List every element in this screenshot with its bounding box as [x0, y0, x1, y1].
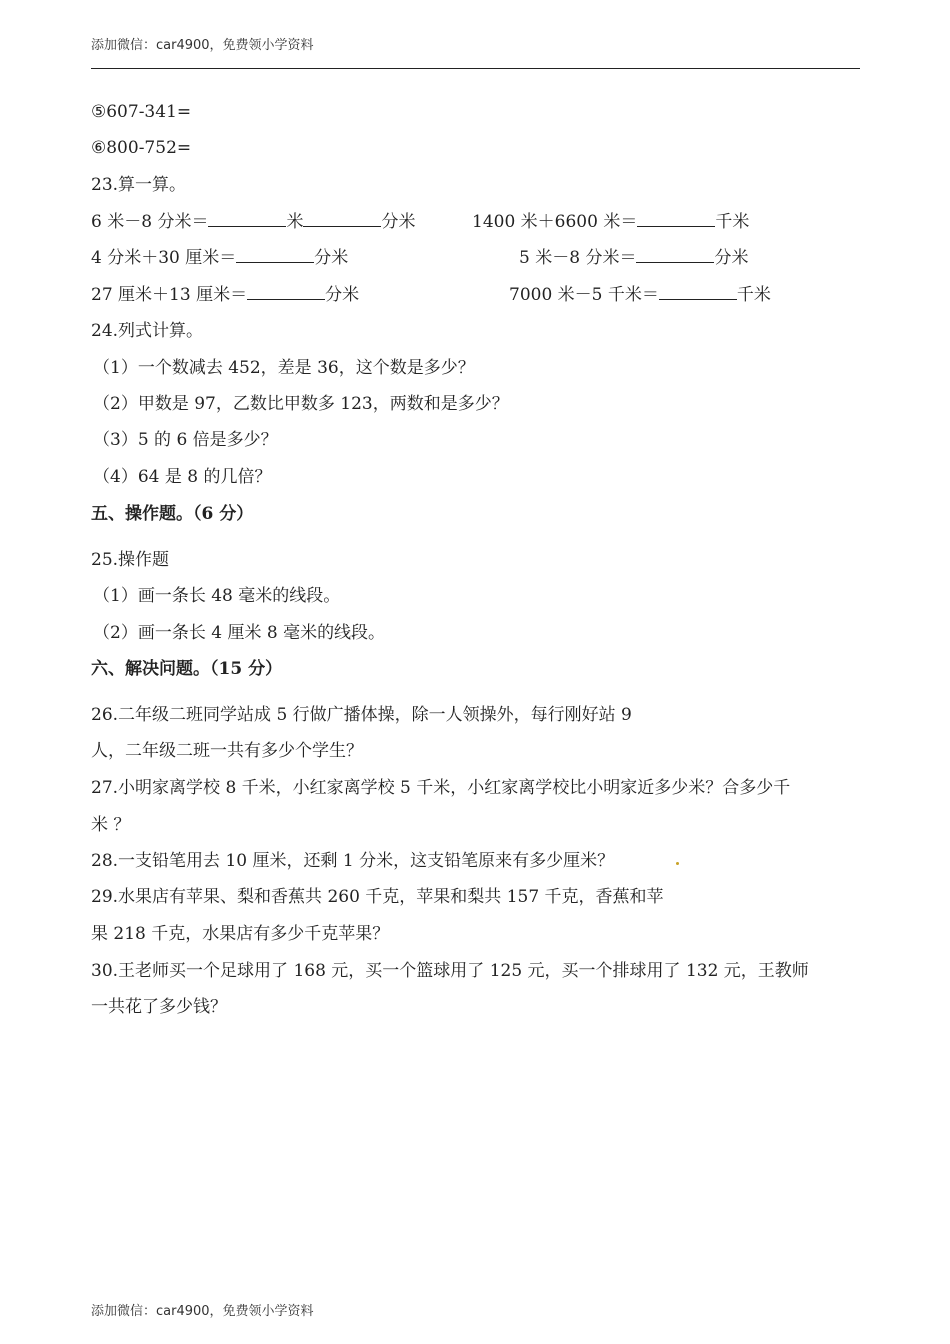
q29-line-1: 29.水果店有苹果、梨和香蕉共 260 千克，苹果和梨共 157 千克，香蕉和苹 — [91, 887, 664, 907]
q24-item-4: （4）64 是 8 的几倍？ — [93, 467, 272, 487]
answer-blank[interactable] — [303, 210, 381, 227]
page-header: 添加微信：car4900，免费领小学资料 — [91, 38, 314, 53]
answer-blank[interactable] — [637, 210, 715, 227]
answer-blank[interactable] — [208, 210, 286, 227]
q23-row3-left — [91, 283, 359, 306]
q23-r1a-text3: 分米 — [381, 212, 416, 232]
q26-line-1: 26.二年级二班同学站成 5 行做广播体操，除一人领操外，每行刚好站 9 — [91, 705, 632, 725]
q23-r3b-text1: 7000 米－5 千米＝ — [509, 285, 659, 305]
q24-item-2: （2）甲数是 97，乙数比甲数多 123，两数和是多少？ — [93, 394, 509, 414]
q23-row2-left — [91, 246, 348, 269]
q27-line-1: 27.小明家离学校 8 千米，小红家离学校 5 千米，小红家离学校比小明家近多少米？合多少千 — [91, 778, 791, 798]
q23-row3-right — [509, 283, 771, 306]
answer-blank[interactable] — [659, 283, 737, 300]
q30-line-1: 30.王老师买一个足球用了 168 元，买一个篮球用了 125 元，买一个排球用了 132 元，王教师 — [91, 961, 809, 981]
q27-line-2: 米 ？ — [91, 815, 131, 835]
answer-blank[interactable] — [247, 283, 325, 300]
decorative-dot — [676, 862, 679, 865]
q23-row2-right — [519, 246, 748, 269]
q30-line-2: 一共花了多少钱？ — [91, 997, 227, 1017]
q6-line: ⑥800-752= — [91, 138, 192, 158]
answer-blank[interactable] — [236, 246, 314, 263]
header-divider — [91, 68, 860, 69]
q25-item-1: （1）画一条长 48 毫米的线段。 — [93, 586, 341, 606]
q23-r3a-text1: 27 厘米＋13 厘米＝ — [91, 285, 248, 305]
q23-row1-right — [472, 210, 749, 233]
q23-r2b-text2: 分米 — [714, 248, 749, 268]
q23-r1a-text2: 米 — [286, 212, 304, 232]
q23-title: 23.算一算。 — [91, 175, 187, 195]
q5-line: ⑤607-341= — [91, 102, 192, 122]
page-footer: 添加微信：car4900，免费领小学资料 — [91, 1304, 314, 1319]
q23-r2a-text1: 4 分米＋30 厘米＝ — [91, 248, 237, 268]
q23-r1b-text2: 千米 — [715, 212, 750, 232]
q24-item-1: （1）一个数减去 452，差是 36，这个数是多少？ — [93, 358, 475, 378]
q25-title: 25.操作题 — [91, 550, 170, 570]
q23-r3b-text2: 千米 — [736, 285, 771, 305]
q23-row1-left — [91, 210, 415, 233]
answer-blank[interactable] — [636, 246, 714, 263]
q25-item-2: （2）画一条长 4 厘米 8 毫米的线段。 — [93, 623, 386, 643]
q26-line-2: 人，二年级二班一共有多少个学生？ — [91, 741, 363, 761]
q23-r1b-text1: 1400 米＋6600 米＝ — [472, 212, 638, 232]
q28-line: 28.一支铅笔用去 10 厘米，还剩 1 分米，这支铅笔原来有多少厘米？ — [91, 851, 615, 871]
section-6-heading: 六、解决问题。（15 分） — [91, 659, 283, 679]
q24-title: 24.列式计算。 — [91, 321, 204, 341]
q23-r2b-text1: 5 米－8 分米＝ — [519, 248, 637, 268]
q24-item-3: （3）5 的 6 倍是多少？ — [93, 430, 278, 450]
section-5-heading: 五、操作题。（6 分） — [91, 504, 254, 524]
q29-line-2: 果 218 千克，水果店有多少千克苹果？ — [91, 924, 390, 944]
q23-r3a-text2: 分米 — [325, 285, 360, 305]
q23-r1a-text1: 6 米－8 分米＝ — [91, 212, 209, 232]
q23-r2a-text2: 分米 — [314, 248, 349, 268]
